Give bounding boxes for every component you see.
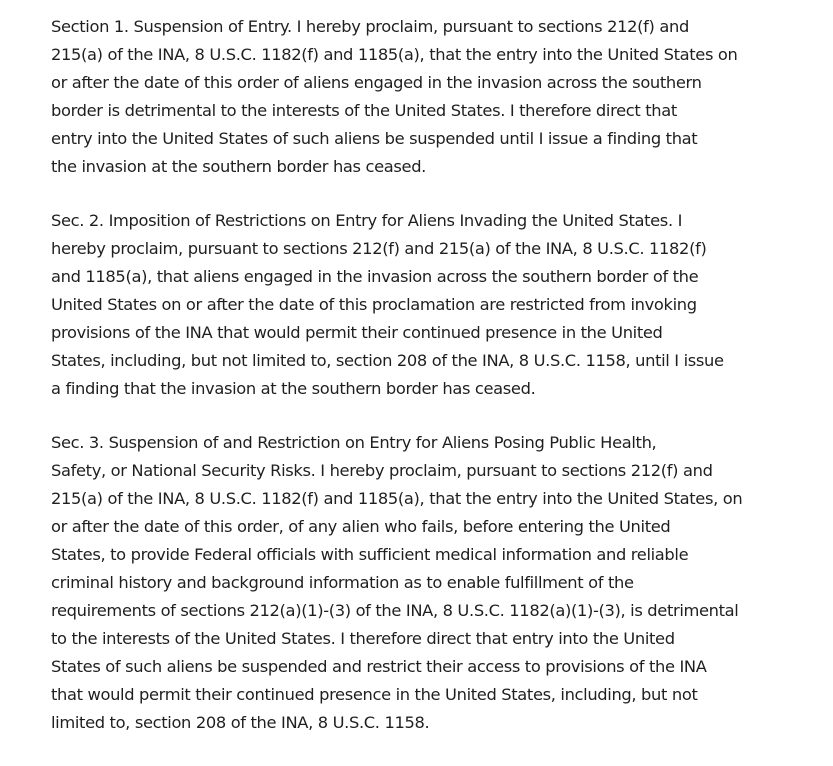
- text-line: and 1185(a), that aliens engaged in the invasion across the southern border of the: [51, 267, 699, 286]
- text-line: United States on or after the date of this proclamation are restricted from invoking: [51, 295, 697, 314]
- text-line: States, including, but not limited to, section 208 of the INA, 8 U.S.C. 1158, until I issue: [51, 351, 724, 370]
- section-1: [51, 13, 793, 181]
- text-line: hereby proclaim, pursuant to sections 212(f) and 215(a) of the INA, 8 U.S.C. 1182(f): [51, 239, 707, 258]
- text-line: or after the date of this order of aliens engaged in the invasion across the southern: [51, 73, 702, 92]
- text-line: entry into the United States of such aliens be suspended until I issue a finding that: [51, 129, 698, 148]
- text-line: limited to, section 208 of the INA, 8 U.S.C. 1158.: [51, 713, 430, 732]
- text-line: provisions of the INA that would permit their continued presence in the United: [51, 323, 663, 342]
- text-line: States, to provide Federal officials with sufficient medical information and reliable: [51, 545, 689, 564]
- text-line: a finding that the invasion at the southern border has ceased.: [51, 379, 536, 398]
- text-line: 215(a) of the INA, 8 U.S.C. 1182(f) and 1185(a), that the entry into the United States on: [51, 45, 738, 64]
- text-line: the invasion at the southern border has ceased.: [51, 157, 427, 176]
- text-line: or after the date of this order, of any alien who fails, before entering the United: [51, 517, 671, 536]
- text-line: Section 1. Suspension of Entry. I hereby proclaim, pursuant to sections 212(f) and: [51, 17, 689, 36]
- text-line: that would permit their continued presence in the United States, including, but not: [51, 685, 698, 704]
- section-2: [51, 207, 793, 403]
- text-line: Sec. 2. Imposition of Restrictions on Entry for Aliens Invading the United States. I: [51, 211, 683, 230]
- text-line: Safety, or National Security Risks. I hereby proclaim, pursuant to sections 212(f) and: [51, 461, 713, 480]
- text-line: requirements of sections 212(a)(1)-(3) of the INA, 8 U.S.C. 1182(a)(1)-(3), is detrimental: [51, 601, 739, 620]
- text-line: to the interests of the United States. I therefore direct that entry into the United: [51, 629, 675, 648]
- text-line: criminal history and background information as to enable fulfillment of the: [51, 573, 634, 592]
- text-line: border is detrimental to the interests of the United States. I therefore direct that: [51, 101, 677, 120]
- text-line: 215(a) of the INA, 8 U.S.C. 1182(f) and 1185(a), that the entry into the United States, on: [51, 489, 743, 508]
- text-line: Sec. 3. Suspension of and Restriction on Entry for Aliens Posing Public Health,: [51, 433, 657, 452]
- section-3: [51, 429, 793, 737]
- text-line: States of such aliens be suspended and restrict their access to provisions of the INA: [51, 657, 707, 676]
